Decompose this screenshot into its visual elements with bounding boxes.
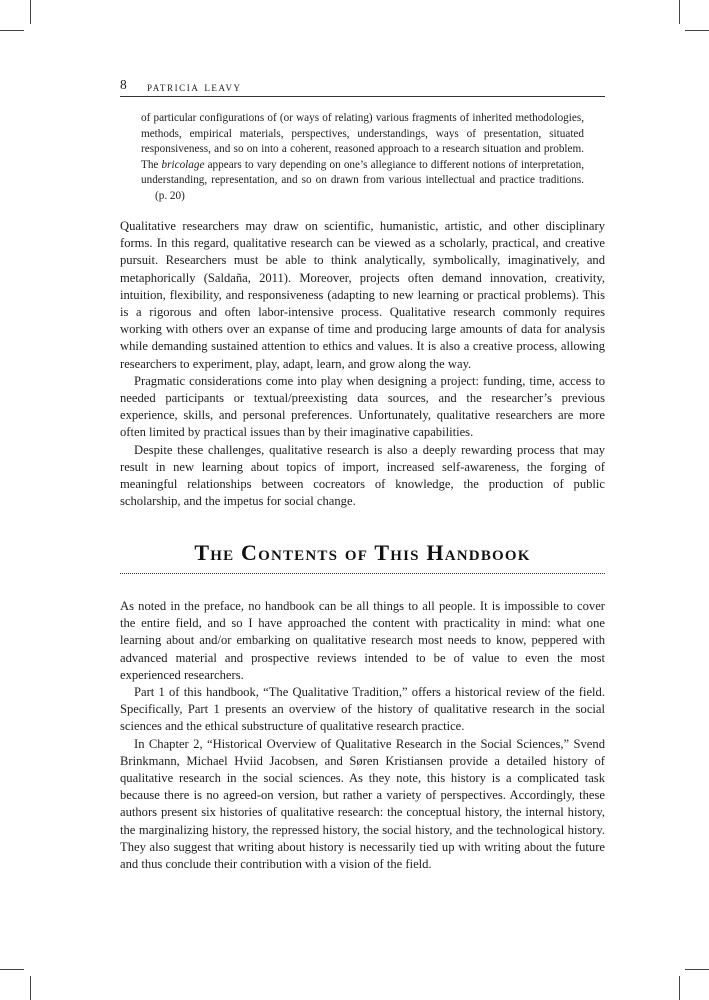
section-heading-rule [120,573,605,574]
crop-mark-bottom-right-h [685,969,709,970]
contents-body [120,598,605,873]
block-quote-text-2: appears to vary depending on one’s allegiance to different notions of interpretation, understanding, representation, and so on drawn from various intellectual and practice traditions. [141,158,584,186]
paragraph: As noted in the preface, no handbook can be all things to all people. It is impossible to cover the entire field, and so I have approached the content with practicality in mind: what one learning about and/or embarking on qualitative research most needs to know, peppered with advanced material and prospective reviews intended to be of value to even the most experienced researchers. [120,599,605,682]
crop-mark-top-right [679,0,680,24]
paragraph: Pragmatic considerations come into play when designing a project: funding, time, access to needed participants or textual/preexisting data sources, and the researcher’s previous experience, skills, and personal preferences. Unfortunately, qualitative researchers are more often limited by practical issues than by their imaginative capabilities. [120,373,605,440]
crop-mark-top-left [30,0,31,24]
block-quote-citation: (p. 20) [155,189,185,202]
crop-mark-top-left-h [0,30,24,31]
section-heading: The Contents of This Handbook [194,540,531,565]
crop-mark-top-right-h [685,30,709,31]
block-quote-emphasis: bricolage [161,158,205,171]
running-head-author: patricia leavy [147,79,242,94]
running-head [120,74,605,97]
block-quote-text-1: of particular configurations of (or ways of relating) various fragments of inherited methodologies, methods, empirical materials, perspectives, understandings, ways of presentation, situated responsiveness, and so on into a coherent, reasoned approach to a research situation and problem. The [141,112,584,171]
crop-mark-bottom-right [679,976,680,1000]
paragraph: Qualitative researchers may draw on scientific, humanistic, artistic, and other disciplinary forms. In this regard, qualitative research can be viewed as a scholarly, practical, and creative pursuit. Researchers must be able to think analytically, symbolically, imaginatively, and metaphorically (Saldaña, 2011). Moreover, projects often demand innovation, creativity, intuition, flexibility, and responsiveness (adapting to new learning or practical problems). This is a rigorous and often labor-intensive process. Qualitative research commonly requires working with others over an expanse of time and producing large amounts of data for analysis while demanding sustained attention to ethics and values. It is also a creative process, allowing researchers to experiment, play, adapt, learn, and grow along the way. [120,219,605,371]
page-number: 8 [120,77,127,92]
paragraph: In Chapter 2, “Historical Overview of Qualitative Research in the Social Sciences,” Svend Brinkmann, Michael Hviid Jacobsen, and Søren Kristiansen provide a detailed history of qualitative research in the social sciences. As they note, this history is a complicated task because there is no agreed-on version, but rather a variety of perspectives. Accordingly, these authors present six histories of qualitative research: the conceptual history, the internal history, the marginalizing history, the repressed history, the social history, and the technological history. They also suggest that writing about history is necessarily tied up with writing about the future and thus conclude their contribution with a vision of the field. [120,736,605,872]
block-quote [141,111,584,204]
crop-mark-bottom-left [30,976,31,1000]
paragraph: Part 1 of this handbook, “The Qualitative Tradition,” offers a historical review of the field. Specifically, Part 1 presents an overview of the history of qualitative research in the social sciences and the ethical substructure of qualitative research practice. [120,685,605,734]
intro-body [120,218,605,510]
paragraph: Despite these challenges, qualitative research is also a deeply rewarding process that may result in new learning about topics of import, increased self-awareness, the forging of meaningful relationships between cocreators of knowledge, the production of public scholarship, and the impetus for social change. [120,442,605,509]
crop-mark-bottom-left-h [0,969,24,970]
